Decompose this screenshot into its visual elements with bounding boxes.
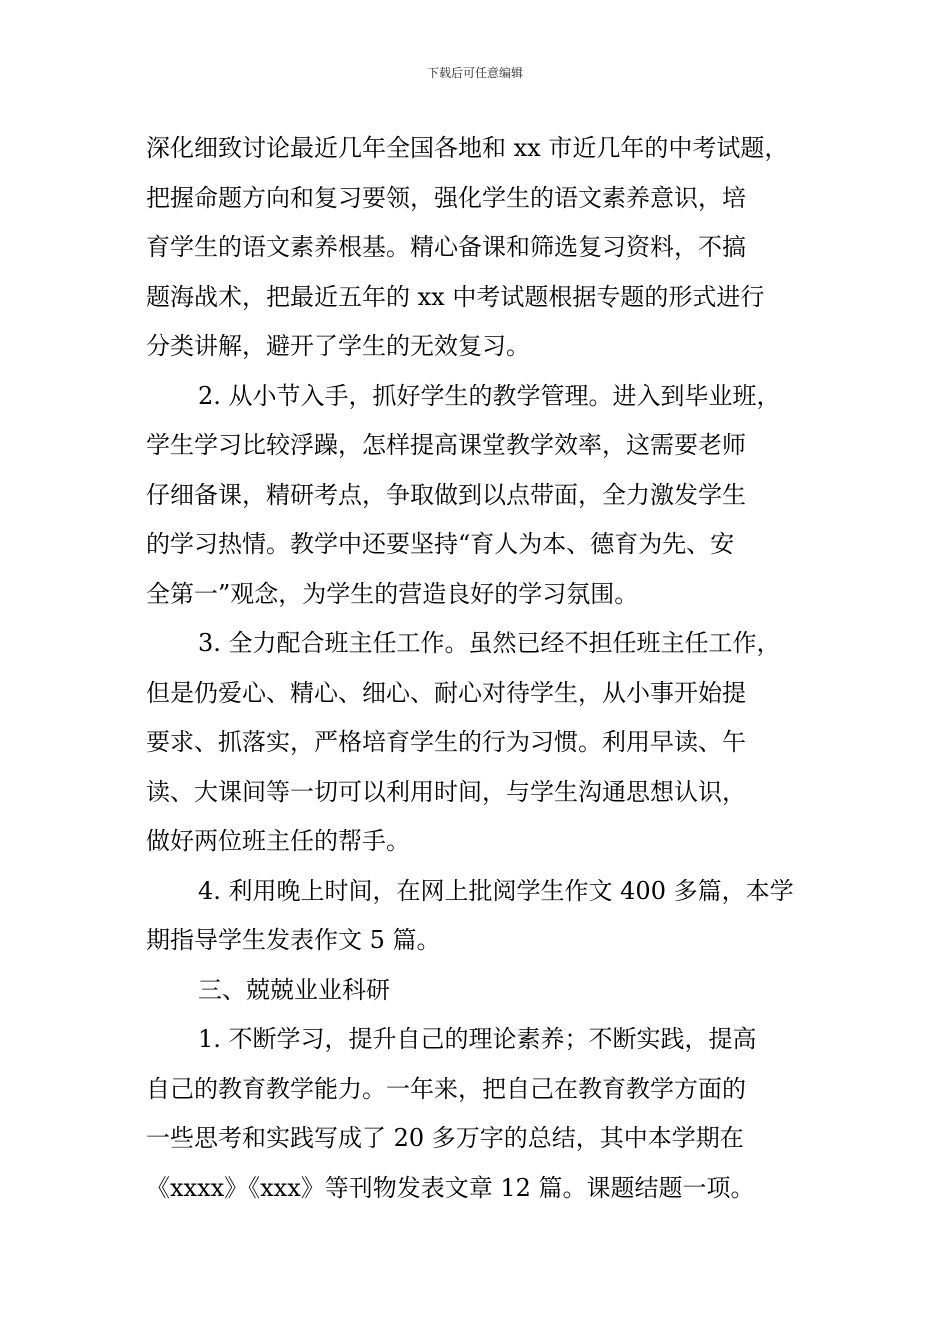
text-line: 4. 利用晚上时间，在网上批阅学生作文 400 多篇，本学 — [198, 876, 794, 905]
text-line: 育学生的语文素养根基。精心备课和筛选复习资料，不搞 — [146, 233, 746, 261]
text-line: 要求、抓落实，严格培育学生的行为习惯。利用早读、午 — [146, 728, 746, 756]
text-line: 学生学习比较浮躁，怎样提高课堂教学效率，这需要老师 — [146, 431, 746, 459]
text-line: 的学习热情。教学中还要坚持“育人为本、德育为先、安 — [146, 530, 735, 558]
text-line: 3. 全力配合班主任工作。虽然已经不担任班主任工作， — [198, 629, 781, 657]
text-line: 2. 从小节入手，抓好学生的教学管理。进入到毕业班， — [198, 381, 781, 410]
text-line: 做好两位班主任的帮手。 — [146, 827, 410, 855]
text-line: 把握命题方向和复习要领，强化学生的语文素养意识，培 — [146, 183, 746, 212]
document-body — [146, 124, 836, 1213]
text-line: 仔细备课，精研考点，争取做到以点带面，全力激发学生 — [146, 480, 746, 509]
text-line: 自己的教育教学能力。一年来，把自己在教育教学方面的 — [146, 1074, 746, 1103]
text-line: 但是仍爱心、精心、细心、耐心对待学生，从小事开始提 — [146, 678, 746, 707]
text-line: 题海战术，把最近五年的 xx 中考试题根据专题的形式进行 — [146, 282, 765, 311]
text-line: 期指导学生发表作文 5 篇。 — [146, 926, 441, 954]
page-header: 下载后可任意编辑 — [426, 66, 523, 80]
text-line: 全第一”观念，为学生的营造良好的学习氛围。 — [146, 579, 639, 608]
text-line: 一些思考和实践写成了 20 多万字的总结，其中本学期在 — [146, 1124, 744, 1152]
section-heading: 三、兢兢业业科研 — [198, 975, 390, 1004]
text-line: 读、大课间等一切可以利用时间，与学生沟通思想认识， — [146, 777, 746, 806]
text-line: 分类讲解，避开了学生的无效复习。 — [146, 332, 530, 360]
text-line: 1. 不断学习，提升自己的理论素养；不断实践，提高 — [198, 1025, 757, 1053]
text-line: 深化细致讨论最近几年全国各地和 xx 市近几年的中考试题， — [146, 134, 789, 162]
text-line: 《xxxx》《xxx》等刊物发表文章 12 篇。课题结题一项。 — [146, 1173, 755, 1202]
